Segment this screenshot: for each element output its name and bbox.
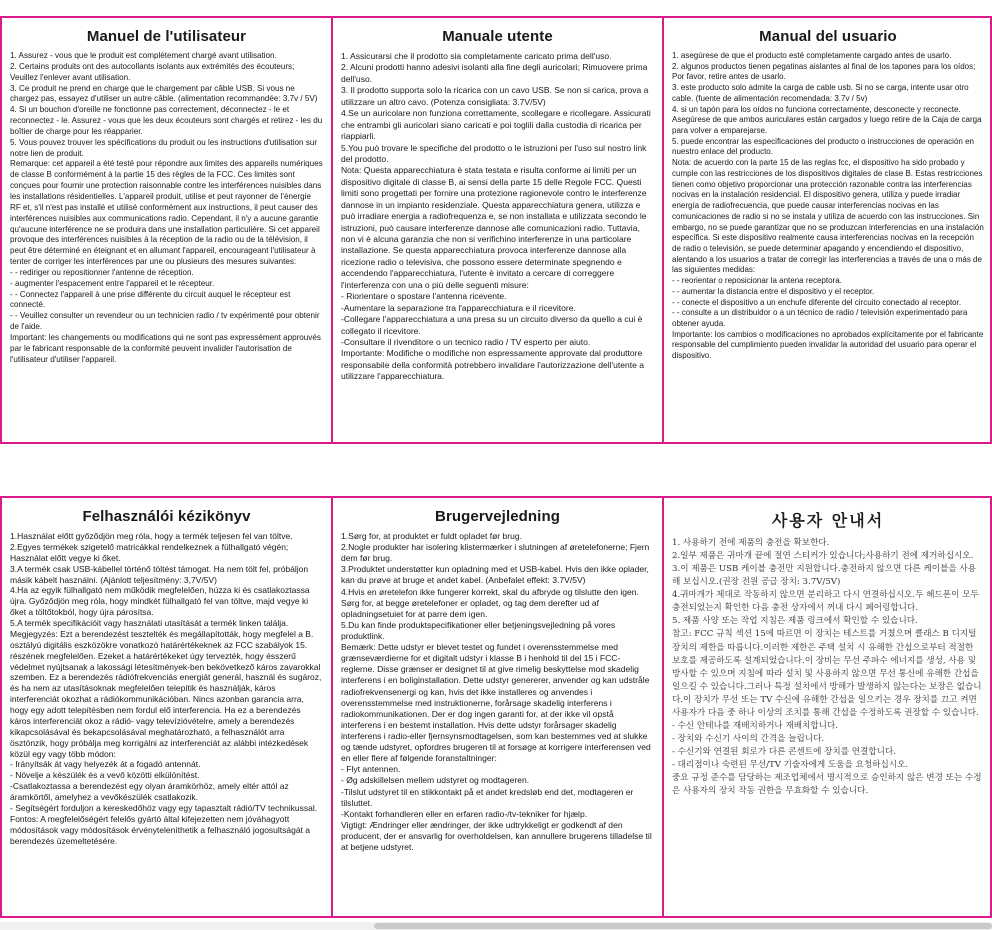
panel-title: Manual del usuario — [759, 28, 897, 45]
manual-panel-korean — [662, 496, 992, 918]
panel-title: Brugervejledning — [435, 508, 560, 525]
panel-body-text: 1. asegúrese de que el producto esté completamente cargado antes de usarlo. 2. algunos productos tienen pegatinas aislantes al final de los tapones para los oídos; Por favor, retire antes de usarlo. 3. este producto solo admite la carga de cable usb. Si no se carga, intente usar otro cable. (fuente de alimentación recomendada: 3.7v / 5v) 4. si un tapón para los oídos no funciona correctamente, desconecte y reconecte. Asegúrese de que ambos auriculares están cargados y luego retire de la Caja de carga para volver a emparejarse. 5. puede encontrar las especificaciones del producto o instrucciones de operación en nuestro enlace del producto. Nota: de acuerdo con la parte 15 de las reglas fcc, el dispositivo ha sido probado y cumple con las restricciones de los dispositivos digitales de clase B. Estas restricciones tienen como objetivo proporcionar una protección razonable contra las interferencias nocivas en la instalación residencial. El dispositivo genera, utiliza y puede irradiar energía de radiofrecuencia, que puede causar interferencias nocivas en las comunicaciones de radio si no se instala y utiliza de acuerdo con las instrucciones. Sin embargo, no se puede garantizar que no se produzcan interferencias en una instalación específica. Si este dispositivo realmente causa interferencias nocivas en la recepción de radio o televisión, se puede determinar apagando y encendiendo el dispositivo, alentando a los usuarios a tratar de corregir las interferencias a través de una o más de las siguientes medidas: - - reorientar o reposicionar la antena receptora. - - aumentar la distancia entre el dispositivo y el receptor. - - conecte el dispositivo a un enchufe diferente del circuito conectado al receptor. - - consulte a un distribuidor o a un técnico de radio / televisión experimentado para obtener ayuda. Importante: los cambios o modificaciones no aprobados explícitamente por el fabricante responsable del cumplimiento pueden invalidar la autoridad del usuario para operar el dispositivo. — [672, 51, 984, 361]
manual-panel-spanish — [662, 16, 992, 444]
panel-title: Manuel de l'utilisateur — [86, 28, 247, 45]
manual-panel-hungarian — [0, 496, 331, 918]
panel-title: 사용자 안내서 — [771, 511, 885, 530]
panel-title: Manuale utente — [442, 28, 553, 45]
manual-panel-danish — [331, 496, 662, 918]
bottom-sheet — [0, 496, 992, 918]
panel-body-text: 1. Assurez - vous que le produit est complètement chargé avant utilisation. 2. Certains produits ont des autocollants isolants aux extrémités des écouteurs; Veuillez l'enlever avant utilisation. 3. Ce produit ne prend en charge que le chargement par câble USB. Si vous ne chargez pas, essayez d'utiliser un autre câble. (alimentation recommandée: 3.7v / 5V) 4. Si un bouchon d'oreille ne fonctionne pas correctement, déconnectez - le et reconnectez - le. Assurez - vous que les deux écouteurs sont chargés et retirez - les du boîtier de charge pour les réapparier. 5. Vous pouvez trouver les spécifications du produit ou les instructions d'utilisation sur notre lien de produit. Remarque: cet appareil a été testé pour répondre aux limites des appareils numériques de classe B conformément à la partie 15 des règles de la FCC. Ces limites sont conçues pour fournir une protection raisonnable contre les interférences nuisibles dans les installations résidentielles. L'appareil produit, utilise et peut rayonner de l'énergie RF et, s'il n'est pas installé et utilisé conformément aux instructions, il peut causer des interférences nuisibles aux communications radio. Cependant, il n'y a aucune garantie qu'aucune interférence ne se produira dans une installation particulière. Si cet appareil provoque des interférences nuisibles à la réception de la radio ou de la télévision, il peut être déterminé en éteignant et en allumant l'appareil, encourageant l'utilisateur à tenter de corriger les interférences par une ou plusieurs des mesures suivantes: - - rediriger ou repositionner l'antenne de réception. - augmenter l'espacement entre l'appareil et le récepteur. - - Connectez l'appareil à une prise différente du circuit auquel le récepteur est connecté. - - Veuillez consulter un revendeur ou un technicien radio / tv expérimenté pour obtenir de l'aide. Important: les changements ou modifications qui ne sont pas expressément approuvés par le fabricant responsable de la conformité peuvent invalider l'autorisation de l'utilisateur d'utiliser l'appareil. — [10, 51, 323, 364]
panel-title: Felhasználói kézikönyv — [82, 508, 251, 525]
manual-panel-french — [0, 16, 331, 444]
scrollbar-thumb[interactable] — [374, 923, 992, 929]
panel-body-text: 1.Használat előtt győződjön meg róla, hogy a termék teljesen fel van töltve. 2.Egyes termékek szigetelő matricákkal rendelkeznek a fülhallgató végén; Használat előtt vegye ki őket. 3.A termék csak USB-kábellel történő töltést támogat. Ha nem tölt fel, próbáljon másik kábelt használni. (Ajánlott teljesítmény: 3,7V/5V) 4.Ha az egyik fülhallgató nem működik megfelelően, húzza ki és csatlakoztassa újra. Győződjön meg róla, hogy mindkét fülhallgató fel van töltve, majd vegye ki őket a töltőtokból, hogy újra párosítsa. 5.A termék specifikációit vagy használati utasítását a termék linken találja. Megjegyzés: Ezt a berendezést tesztelték és megállapították, hogy megfelel a B. osztályú digitális eszközökre vonatkozó határértékeknek az FCC szabályok 15. részének megfelelően. Ezeket a határértékeket úgy tervezték, hogy ésszerű védelmet nyújtsanak a lakossági létesítmények-ben bekövetkező káros zavarokkal szemben. Ez a berendezés rádiófrekvenciás energiát generál, használ és sugároz, és ha nem az utasításoknak megfelelően telepítik és használják, káros interferenciát okozhat a rádiókommunikációban. Nincs azonban garancia arra, hogy egy adott telepítésben nem fordul elő interferencia. Ha ez a berendezés káros interferenciát okoz a rádió- vagy televízióvételre, amely a berendezés kikapcsolásával és bekapcsolásával meghatározható, a felhasználót arra ösztönzik, hogy próbálja meg korrigálni az interferenciát az alábbi intézkedések közül egy vagy több módon: - Irányítsák át vagy helyezék át a fogadó antennát. - Növelje a készülék és a vevő közötti elkülönítést. -Csatlakoztassa a berendezést egy olyan áramkörhöz, amely eltér attól az áramkörtől, amelyhez a vevőkészülék csatlakozik. - Segítségért forduljon a kereskedőhöz vagy egy tapasztalt rádió/TV technikussal. Fontos: A megfelelőségért felelős gyártó által kifejezetten nem jóváhagyott módosítások vagy módosítások érvényteleníthetik a felhasználó jogosultságát a berendezés üzemeltetésére. — [10, 531, 322, 846]
horizontal-scrollbar[interactable] — [0, 922, 992, 930]
panel-body-text: 1. Assicurarsi che il prodotto sia completamente caricato prima dell'uso. 2. Alcuni prodotti hanno adesivi isolanti alla fine degli auricolari; Rimuovere prima dell'uso. 3. Il prodotto supporta solo la ricarica con un cavo USB. Se non si carica, prova a utilizzare un altro cavo. (Potenza consigliata: 3.7V/5V) 4.Se un auricolare non funziona correttamente, scollegare e ricollegare. Assicurati che entrambi gli auricolari siano caricati e poi toglili dalla custodia di ricarica per riappiarli. 5.You può trovare le specifiche del prodotto o le istruzioni per l'uso sul nostro link del prodotto. Nota: Questa apparecchiatura è stata testata e risulta conforme ai limiti per un dispositivo digitale di classe B, ai sensi della parte 15 delle Regole FCC. Questi limiti sono progettati per fornire una protezione ragionevole contro le interferenze dannose in un impianto residenziale. Questa apparecchiatura genera, utilizza e può irradiare energia a radiofrequenza e, se non installata e utilizzata secondo le istruzioni, può causare interferenze dannose alle comunicazioni radio. Tuttavia, non vi è alcuna garanzia che non si verifichino interferenze in una particolare installazione. Se questa apparecchiatura provoca interferenze dannose alla ricezione radio o televisiva, che possono essere determinate spegnendo e accendendo l'apparecchiatura, l'utente è invitato a cercare di correggere l'interferenza con una o più delle seguenti misure: - Riorientare o spostare l'antenna ricevente. -Aumentare la separazione tra l'apparecchiatura e il ricevitore. -Collegare l'apparecchiatura a una presa su un circuito diverso da quello a cui è collegato il ricevitore. -Consultare il rivenditore o un tecnico radio / TV esperto per aiuto. Importante: Modifiche o modifiche non espressamente approvate dal produttore responsabile della conformità potrebbero invalidare l'autorizzazione dell'utente a utilizzare l'apparecchiatura. — [341, 51, 651, 382]
top-sheet — [0, 16, 992, 444]
panel-body-text: 1.Sørg for, at produktet er fuldt opladet før brug. 2.Nogle produkter har isolering klistermærker i slutningen af øretelefonerne; Fjern dem før brug. 3.Produktet understøtter kun opladning med et USB-kabel. Hvis den ikke oplader, kan du prøve at bruge et andet kabel. (Anbefalet effekt: 3.7V/5V) 4.Hvis en øretelefon ikke fungerer korrekt, skal du afbryde og tilslutte den igen. Sørg for, at begge øretelefoner er opladet, og tag dem derefter ud af opladningsetuiet for at parre dem igen. 5.Du kan finde produktspecifikationer eller betjeningsvejledning på vores produktlink. Bemærk: Dette udstyr er blevet testet og fundet i overensstemmelse med grænseværdierne for et digitalt udstyr i klasse B i henhold til del 15 i FCC-reglerne. Disse grænser er designet til at give rimelig beskyttelse mod skadelig interferens i en boliginstallation. Dette udstyr genererer, anvender og kan udstråle radiofrekvensenergi og kan, hvis det ikke installeres og anvendes i overensstemmelse med instruktionerne, forårsage skadelig interferens i radiokommunikationen. Der er dog ingen garanti for, at der ikke vil opstå interferens i en bestemt installation. Hvis dette udstyr forårsager skadelig interferens i radio-eller fjernsynsmodtagelsen, som kan bestemmes ved at slukke og tænde udstyret, opfordres brugeren til at forsøge at korrigere interferensen ved en eller flere af følgende foranstaltninger: - Flyt antennen. - Øg adskillelsen mellem udstyret og modtageren. -Tilslut udstyret til en stikkontakt på et andet kredsløb end det, modtageren er tilsluttet. -Kontakt forhandleren eller en erfaren radio-/tv-tekniker for hjælp. Vigtigt: Ændringer eller ændringer, der ikke udtrykkeligt er godkendt af den producent, der er ansvarlig for overholdelsen, kan annullere brugerens tilladelse til at betjene udstyret. — [341, 531, 652, 853]
panel-body-text: 1. 사용하기 전에 제품의 충전을 확보한다. 2.일부 제품은 귀마개 끝에 절연 스티커가 있습니다;사용하기 전에 제거하십시오. 3.이 제품은 USB 케이블 충전만 지원합니다.충전하지 않으면 다른 케이블을 사용해 보십시오.(권장 전원 공급 장치: 3.7V/5V) 4.귀마개가 제대로 작동하지 않으면 분리하고 다시 연결하십시오.두 헤드폰이 모두 충전되었는지 확인한 다음 충전 상자에서 꺼내 다시 페어링합니다. 5. 제품 사양 또는 작업 지침은 제품 링크에서 확인할 수 있습니다. 참고: FCC 규칙 섹션 15에 따르면 이 장치는 테스트를 거쳤으며 클래스 B 디지털 장치의 제한을 따릅니다.이러한 제한은 주택 설치 시 유해한 간섭으로부터 적절한 보호를 제공하도록 설계되었습니다.이 장비는 무선 주파수 에너지를 생성, 사용 및 방사할 수 있으며 지침에 따라 설치 및 사용하지 않으면 무선 통신에 유해한 간섭을 일으킬 수 있습니다.그러나 특정 설치에서 방해가 발생하지 않는다는 보장은 없습니다.이 장치가 무선 또는 TV 수신에 유해한 간섭을 일으키는 경우 장치를 끄고 켜면 사용자가 다음 중 하나 이상의 조치를 통해 간섭을 수정하도록 권장할 수 있습니다. - 수신 안테나를 재배치하거나 재배치합니다. - 장치와 수신기 사이의 간격을 늘립니다. - 수신기와 연결된 회로가 다른 콘센트에 장치를 연결합니다. - 대리점이나 숙련된 무선/TV 기술자에게 도움을 요청하십시오. 중요 규정 준수를 담당하는 제조업체에서 명시적으로 승인하지 않은 변경 또는 수정은 사용자의 장치 작동 권한을 무효화할 수 있습니다. — [672, 538, 982, 797]
manual-panel-italian — [331, 16, 662, 444]
